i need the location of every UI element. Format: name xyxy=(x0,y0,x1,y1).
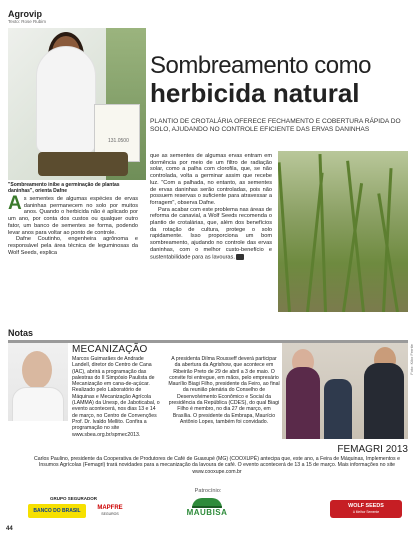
article-subtitle: PLANTIO DE CROTALÁRIA OFERECE FECHAMENTO E COBERTURA RÁPIDA DO SOLO, AJUDANDO NO CONTROLE EFICIENTE DAS ERVAS DANINHAS xyxy=(150,118,401,133)
agrishow-text: A presidenta Dilma Rousseff deverá participar da abertura da Agrishow, que acontece em Ribeirão Preto de 29 de abril a 3 de maio. O convite foi entregue, em mãos, pelo empresário Maurílio Biagi Filho, presidente da Feiro, ao final da reunião plenária do Conselho de Desenvolvimento Econômico e Social da presidência da República (CDES), do qual Biagi Filho é membro, no dia 27 de março, em Brasília. O presidente da Embrapa, Maurício Antônio Lopes, também foi convidado. xyxy=(168,356,280,425)
col2-paragraph-1: que as sementes de algumas ervas entram em dormência por meio de um filtro de radiação solar, como a palha com clorofila, que, se não controlada, volta a germinar assim que recebe luz. "Com a palhada, no entanto, as sementes de ervas daninhas serão controladas, pois não possuem reservas o suficiente para atravessar a forragem", observa Dafne. xyxy=(150,153,272,206)
mapfre-sub: SEGUROS xyxy=(101,512,119,516)
article-column-2 xyxy=(150,153,272,261)
article-column-1 xyxy=(8,193,138,256)
wolf-name: WOLF SEEDS xyxy=(348,503,384,509)
bag-label: 131.0500 xyxy=(108,138,129,144)
article-title-line1: Sombreamento como xyxy=(150,52,371,79)
page-number: 44 xyxy=(6,526,13,532)
mecanizacao-heading: MECANIZAÇÃO xyxy=(72,344,148,355)
femagri-heading: FEMAGRI 2013 xyxy=(337,444,408,455)
col2-paragraph-2: Para acabar com este problema nas áreas de reforma de canavial, a Wolf Seeds recomenda o plantio de crotalárias, que, além dos benefícios da rotação de cultura, protege o solo rapidamente. Isso proporciona um bom sombreamento, ajudando no controle das ervas daninhas, com o melhor custo-benefício e sustentabilidade para as lavouras. xyxy=(150,206,272,261)
banco-do-brasil-logo: BANCO DO BRASIL xyxy=(28,504,86,518)
end-mark-icon xyxy=(236,254,244,260)
maubisa-name: MAUBISA xyxy=(186,508,228,517)
photo-credit: Foto: Kiko Ferrite xyxy=(409,344,414,375)
photo-agrishow-invite xyxy=(282,343,408,439)
dropcap: A xyxy=(8,193,22,214)
photo-marcos-landell xyxy=(8,343,68,421)
col1-paragraph-1: s sementes de algumas espécies de ervas daninhas permanecem no solo por muitos anos. Quando o herbicida não é aplicado por um ano, por conta dos custos ou qualquer outro fator, um banco de sementes se forma, podendo levar anos para voltar ao ponto de controle. xyxy=(8,196,138,236)
maubisa-mark-icon xyxy=(192,498,222,508)
femagri-text: Carlos Paulino, presidente da Cooperativa de Produtores de Café de Guaxupé (MG) (COOXUPÉ) antecipa que, este ano, a Feira de Máquinas, Implementos e Insumos Agrícolas (Femagri) trará novidades para a mecanização da lavoura de café. O evento acontecerá de 13 a 15 de março. Mais informações no site www.cooxupe.com.br xyxy=(34,456,400,475)
mecanizacao-text: Marcos Guimarães de Andrade Landell, diretor do Centro de Cana (IAC), abrirá a programação das palestras do II Simpósio Paulista de Mecanização em cana-de-açúcar. Realizado pelo Laboratório de Máquinas e Mecanização Agrícola (LAMMA) da Unesp, de Jaboticabal, o evento acontecerá, nos dias 13 e 14 de março, no Centro de Convenções Prof. Dr. Ivaldo Mellito. Confira a programação no site www.sbea.org.br/spmec2013. xyxy=(72,356,160,438)
photo-crotalaria-field xyxy=(278,151,408,312)
col1-paragraph-2: Dafne Coutinho, engenheira agrônoma e responsável pela área técnica de leguminosas da Wolf Seeds, explica xyxy=(8,236,138,256)
wolf-seeds-logo xyxy=(330,500,402,518)
photo-caption: "Sombreamento inibe a germinação de plantas daninhas", orienta Dafne xyxy=(8,182,120,194)
notas-heading: Notas xyxy=(8,328,34,338)
section-label: Agrovip xyxy=(8,9,43,19)
sponsor-group-label: GRUPO SEGURADOR xyxy=(50,496,98,501)
wolf-sub: A Melhor Semente xyxy=(352,510,380,514)
mapfre-logo xyxy=(90,504,130,518)
photo-agronomist xyxy=(8,28,146,180)
maubisa-logo xyxy=(172,498,242,520)
author-credit: Texto: Rose Rubim xyxy=(8,19,47,24)
mapfre-name: MAPFRE xyxy=(97,505,123,511)
article-title-line2: herbicida natural xyxy=(150,78,360,108)
sponsors-label: Patrocínio: xyxy=(194,488,222,494)
